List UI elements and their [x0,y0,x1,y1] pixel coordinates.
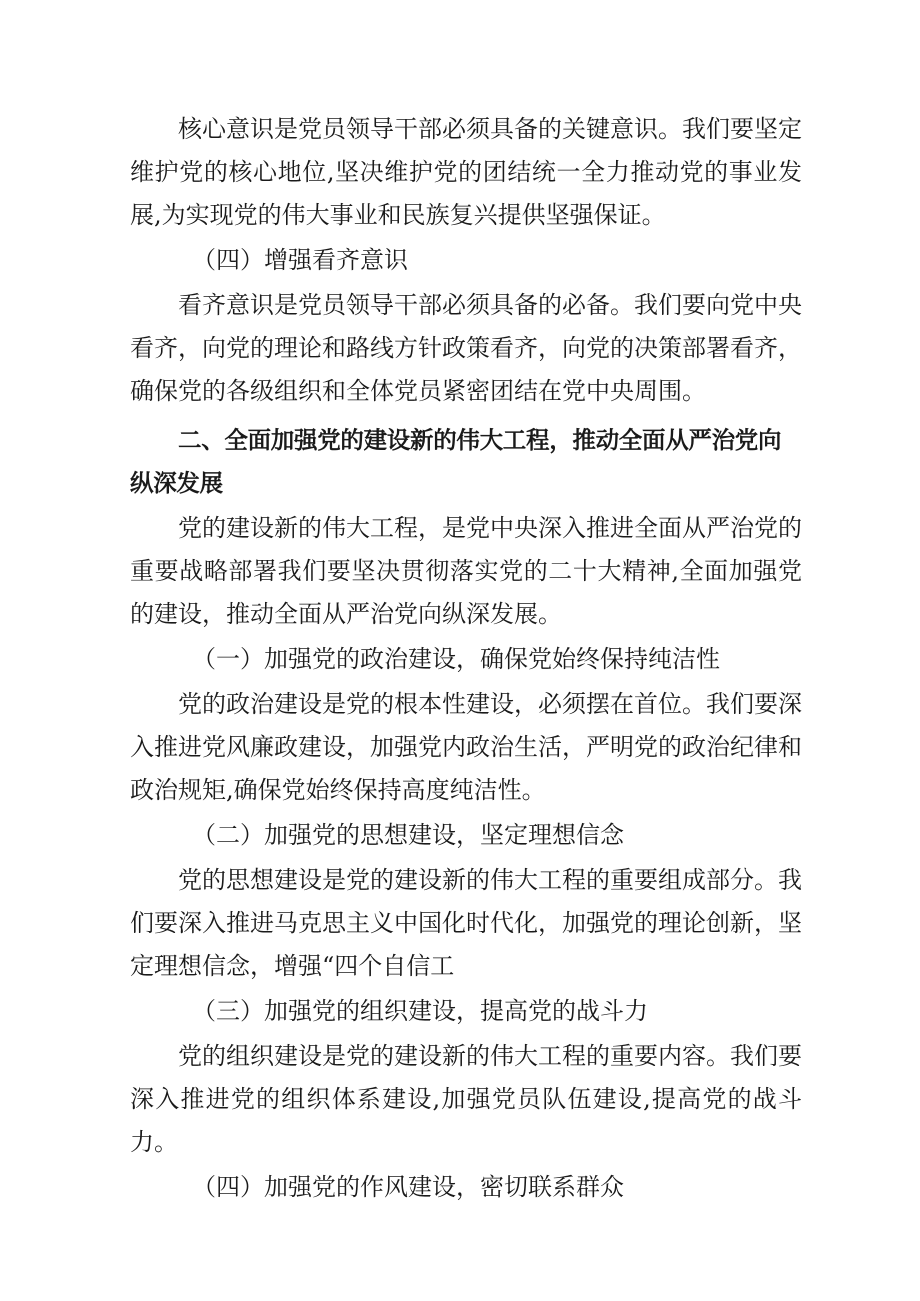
subheading-political-building: （一）加强党的政治建设，确保党始终保持纯洁性 [192,645,720,673]
subheading-ideological-building: （二）加强党的思想建设，坚定理想信念 [192,821,624,849]
paragraph-political-building: 党的政治建设是党的根本性建设，必须摆在首位。我们要深入推进党风廉政建设，加强党内政治生活，严明党的政治纪律和政治规矩,确保党始终保持高度纯洁性。 [130,690,802,804]
document-body [130,108,802,1209]
section-heading-two: 二、全面加强党的建设新的伟大工程，推动全面从严治党向纵深发展 [130,426,782,497]
paragraph-core-awareness: 核心意识是党员领导干部必须具备的关键意识。我们要坚定维护党的核心地位,坚决维护党的团结统一全力推动党的事业发展,为实现党的伟大事业和民族复兴提供坚强保证。 [130,115,802,229]
subheading-organizational-building: （三）加强党的组织建设，提高党的战斗力 [192,997,648,1025]
paragraph-party-building: 党的建设新的伟大工程，是党中央深入推进全面从严治党的重要战略部署我们要坚决贯彻落实党的二十大精神,全面加强党的建设，推动全面从严治党向纵深发展。 [130,514,802,628]
paragraph-organizational-building: 党的组织建设是党的建设新的伟大工程的重要内容。我们要深入推进党的组织体系建设,加强党员队伍建设,提高党的战斗力。 [130,1042,802,1156]
subheading-work-style-building: （四）加强党的作风建设，密切联系群众 [192,1173,624,1201]
paragraph-ideological-building: 党的思想建设是党的建设新的伟大工程的重要组成部分。我们要深入推进马克思主义中国化时代化，加强党的理论创新，坚定理想信念，增强“四个自信工 [130,866,802,980]
subheading-alignment-awareness: （四）增强看齐意识 [192,246,408,274]
paragraph-alignment-awareness: 看齐意识是党员领导干部必须具备的必备。我们要向党中央看齐，向党的理论和路线方针政策看齐，向党的决策部署看齐，确保党的各级组织和全体党员紧密团结在党中央周围。 [130,291,802,405]
